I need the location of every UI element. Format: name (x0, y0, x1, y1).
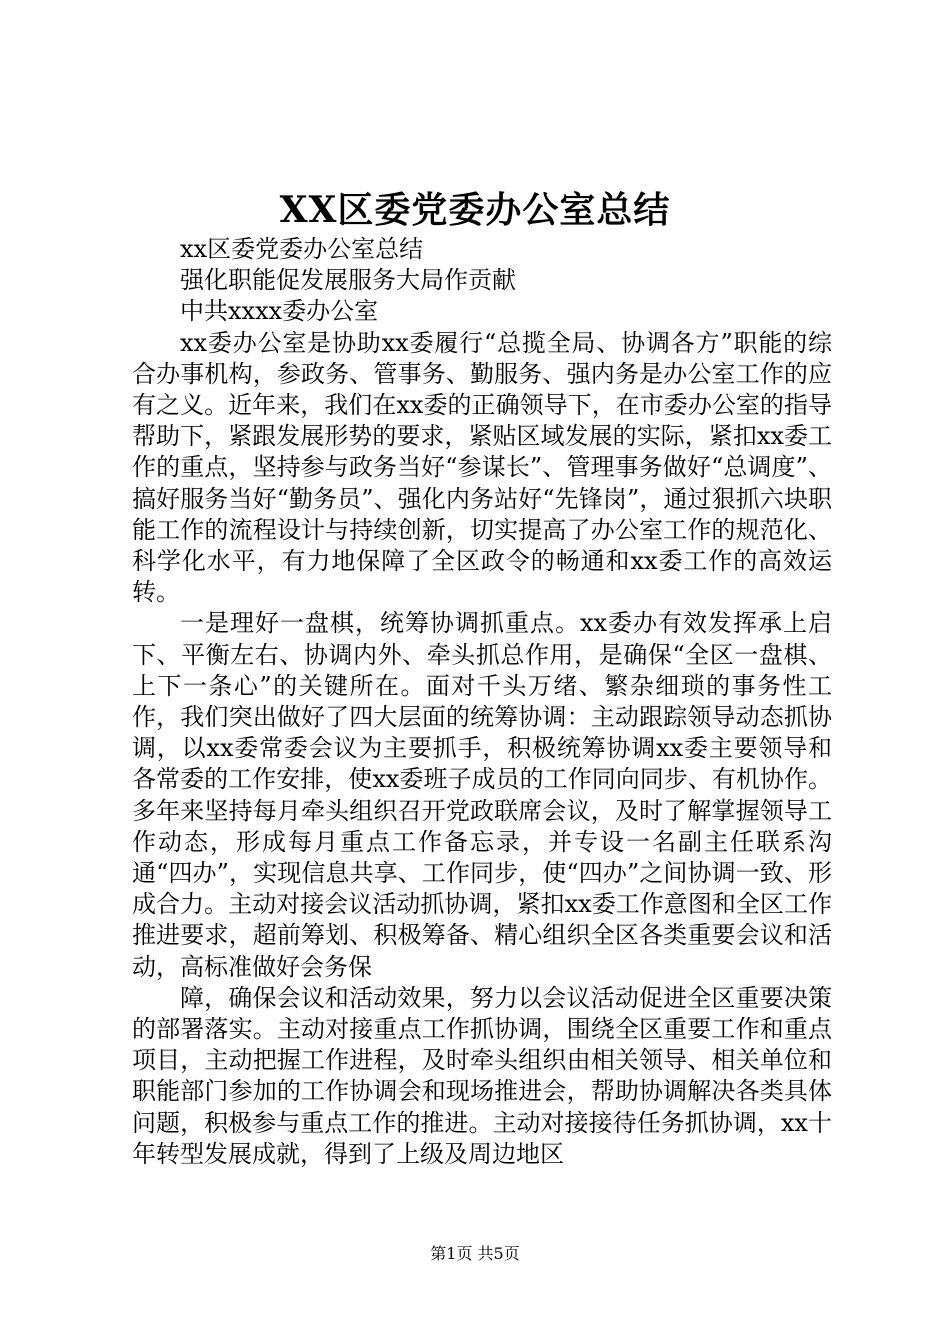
body-paragraph: xx委办公室是协助xx委履行“总揽全局、协调各方”职能的综合办事机构，参政务、管事务、勤服务、强内务是办公室工作的应有之义。近年来，我们在xx委的正确领导下，在市委办公室的指导帮助下，紧跟发展形势的要求，紧贴区域发展的实际，紧扣xx委工作的重点，坚持参与政务当好“参谋长”、管理事务做好“总调度”、搞好服务当好“勤务员”、强化内务站好“先锋岗”，通过狠抓六块职能工作的流程设计与持续创新，切实提高了办公室工作的规范化、科学化水平，有力地保障了全区政令的畅通和xx委工作的高效运转。 (132, 328, 832, 607)
subtitle-line: xx区委党委办公室总结 (180, 235, 424, 263)
page-number: 第1页 共5页 (430, 1244, 520, 1263)
document-title: XX区委党委办公室总结 (279, 189, 671, 231)
body-paragraph: 一是理好一盘棋，统筹协调抓重点。xx委办有效发挥承上启下、平衡左右、协调内外、牵头抓总作用，是确保“全区一盘棋、上下一条心”的关键所在。面对千头万绪、繁杂细琐的事务性工作，我们突出做好了四大层面的统筹协调：主动跟踪领导动态抓协调，以xx委常委会议为主要抓手，积极统筹协调xx委主要领导和各常委的工作安排，使xx委班子成员的工作同向同步、有机协作。多年来坚持每月牵头组织召开党政联席会议，及时了解掌握领导工作动态，形成每月重点工作备忘录，并专设一名副主任联系沟通“四办”，实现信息共享、工作同步，使“四办”之间协调一致、形成合力。主动对接会议活动抓协调，紧扣xx委工作意图和全区工作推进要求，超前筹划、积极筹备、精心组织全区各类重要会议和活动，高标准做好会务保 (132, 609, 832, 981)
author-line: 中共xxxx委办公室 (180, 297, 379, 326)
document-body (132, 234, 832, 1170)
subtitle-line: 强化职能促发展服务大局作贡献 (180, 266, 516, 295)
body-paragraph: 障，确保会议和活动效果，努力以会议活动促进全区重要决策的部署落实。主动对接重点工作抓协调，围绕全区重要工作和重点项目，主动把握工作进程，及时牵头组织由相关领导、相关单位和职能部门参加的工作协调会和现场推进会，帮助协调解决各类具体问题，积极参与重点工作的推进。主动对接接待任务抓协调，xx十年转型发展成就，得到了上级及周边地区 (132, 983, 832, 1168)
